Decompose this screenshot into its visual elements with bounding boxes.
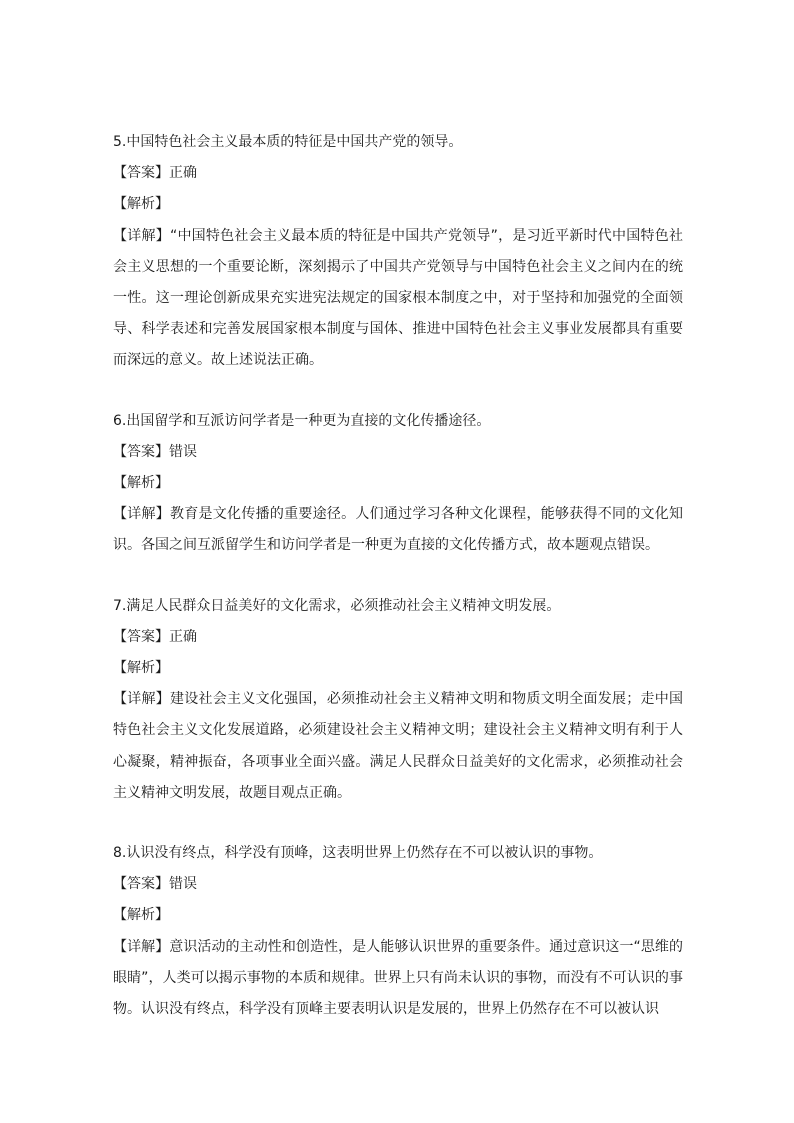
detail-label: 【详解】 [113, 506, 171, 523]
answer-value: 正确 [169, 165, 197, 182]
answer-label: 【答案】 [113, 628, 169, 645]
answer-row [113, 869, 683, 900]
detail-text: 教育是文化传播的重要途径。人们通过学习各种文化课程，能够获得不同的文化知识。各国之间互派留学生和访问学者是一种更为直接的文化传播方式，故本题观点错误。 [113, 506, 684, 554]
detail-label: 【详解】 [113, 938, 170, 955]
analysis-label: 【解析】 [113, 660, 169, 677]
question-item [113, 127, 683, 377]
detail-paragraph [113, 932, 683, 1026]
detail-paragraph [113, 221, 683, 377]
question-stem: 5.中国特色社会主义最本质的特征是中国共产党的领导。 [113, 134, 463, 150]
answer-label: 【答案】 [113, 165, 169, 182]
detail-text: “中国特色社会主义最本质的特征是中国共产党领导”，是习近平新时代中国特色社会主义思想的一个重要论断，深刻揭示了中国共产党领导与中国特色社会主义之间内在的统一性。这一理论创新成果充实进宪法规定的国家根本制度之中，对于坚持和加强党的全面领导、科学表述和完善发展国家根本制度与国体、推进中国特色社会主义事业发展都具有重要而深远的意义。故上述说法正确。 [113, 227, 683, 369]
detail-text: 建设社会主义文化强国，必须推动社会主义精神文明和物质文明全面发展；走中国特色社会主义文化发展道路，必须建设社会主义精神文明；建设社会主义精神文明有利于人心凝聚，精神振奋，各项事业全面兴盛。满足人民群众日益美好的文化需求，必须推动社会主义精神文明发展，故题目观点正确。 [113, 691, 684, 801]
analysis-label: 【解析】 [113, 196, 169, 213]
question-item [113, 591, 683, 809]
question-stem: 8.认识没有终点，科学没有顶峰，这表明世界上仍然存在不可以被认识的事物。 [113, 845, 603, 862]
answer-value: 错误 [169, 443, 197, 460]
answer-value: 错误 [169, 876, 197, 893]
answer-row [113, 158, 683, 189]
analysis-label: 【解析】 [113, 907, 169, 924]
detail-paragraph [113, 684, 683, 809]
detail-paragraph [113, 499, 683, 561]
document-page [113, 127, 683, 1054]
analysis-label: 【解析】 [113, 475, 169, 492]
question-item [113, 406, 683, 562]
answer-row [113, 622, 683, 653]
question-item [113, 838, 683, 1025]
answer-label: 【答案】 [113, 876, 169, 893]
detail-label: 【详解】 [113, 227, 170, 244]
question-stem: 6.出国留学和互派访问学者是一种更为直接的文化传播途径。 [113, 412, 491, 429]
detail-text: 意识活动的主动性和创造性，是人能够认识世界的重要条件。通过意识这一“思维的眼睛”，人类可以揭示事物的本质和规律。世界上只有尚未认识的事物，而没有不可认识的事物。认识没有终点，科学没有顶峰主要表明认识是发展的，世界上仍然存在不可以被认识 [113, 938, 683, 1018]
question-stem: 7.满足人民群众日益美好的文化需求，必须推动社会主义精神文明发展。 [113, 597, 561, 614]
answer-row [113, 437, 683, 468]
detail-label: 【详解】 [113, 691, 171, 708]
answer-value: 正确 [169, 628, 197, 645]
answer-label: 【答案】 [113, 443, 169, 460]
